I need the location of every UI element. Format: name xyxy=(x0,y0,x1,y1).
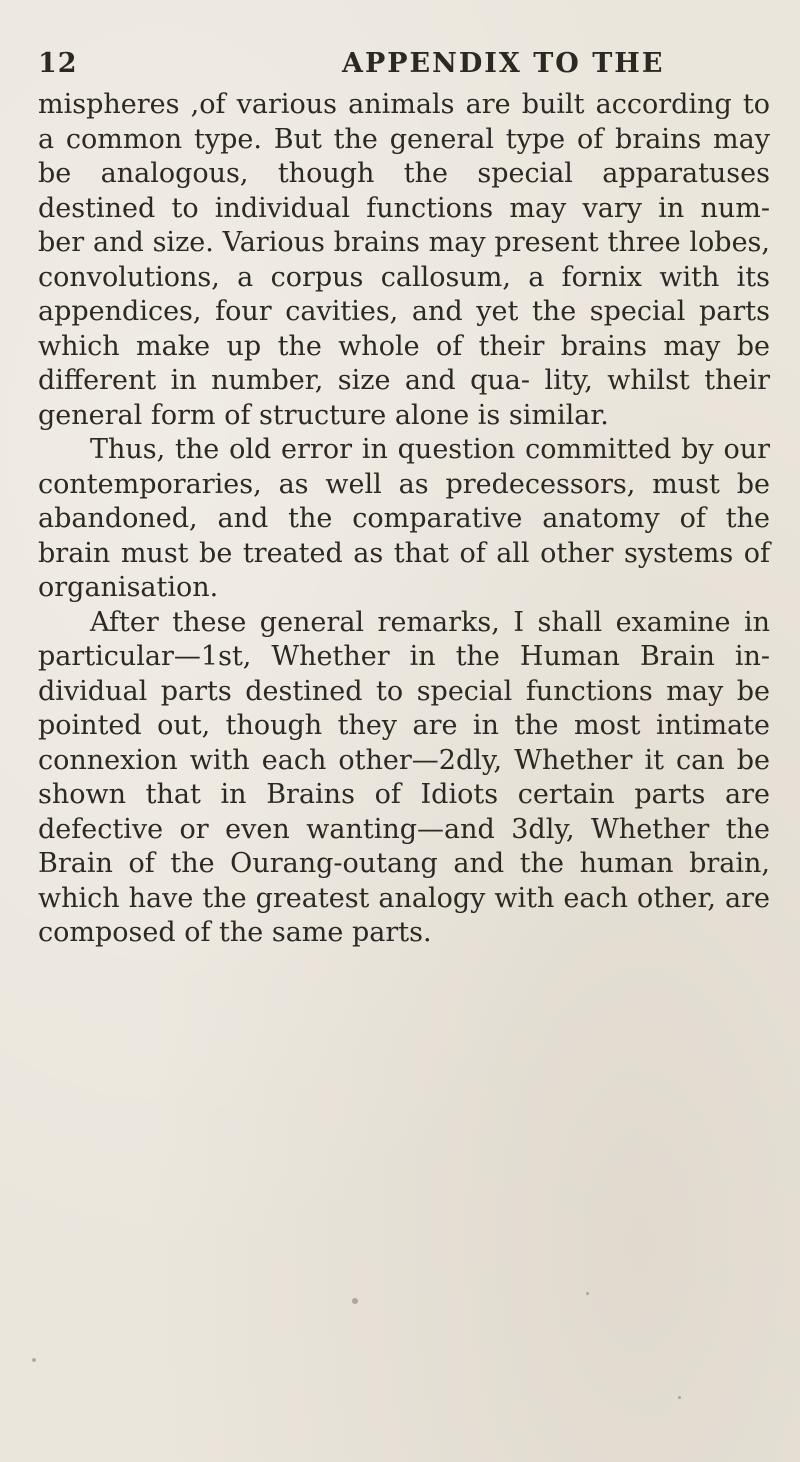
paper-speck xyxy=(352,1298,358,1304)
paragraph-2: Thus, the old error in question committed by our contemporaries, as well as predecessors, must be abandoned, and the comparative anatomy of the brain must be treated as that of all other systems of organisation. xyxy=(38,434,770,603)
paper-speck xyxy=(32,1358,36,1362)
page-header xyxy=(38,48,758,88)
paper-speck xyxy=(678,1396,681,1399)
paragraph-3: After these general remarks, I shall examine in particular—1st, Whether in the Human Brain in- dividual parts destined to special functions may be pointed out, though they are in the most intimate connexion with each other—2dly, Whether it can be shown that in Brains of Idiots certain parts are defective or even wanting—and 3dly, Whether the Brain of the Ourang-outang and the human brain, which have the greatest analogy with each other, are composed of the same parts. xyxy=(38,606,770,948)
body-text xyxy=(38,88,770,951)
paper-speck xyxy=(586,1292,589,1295)
running-head: APPENDIX TO THE xyxy=(342,48,665,79)
page-number: 12 xyxy=(38,48,78,79)
paragraph-1: mispheres ,of various animals are built according to a common type. But the general type of brains may be analogous, though the special apparatuses destined to individual functions may vary in num- ber and size. Various brains may present three lobes, convolutions, a corpus callosum, a fornix with its appendices, four cavities, and yet the special parts which make up the whole of their brains may be different in number, size and qua- lity, whilst their general form of structure alone is similar. xyxy=(38,89,770,431)
